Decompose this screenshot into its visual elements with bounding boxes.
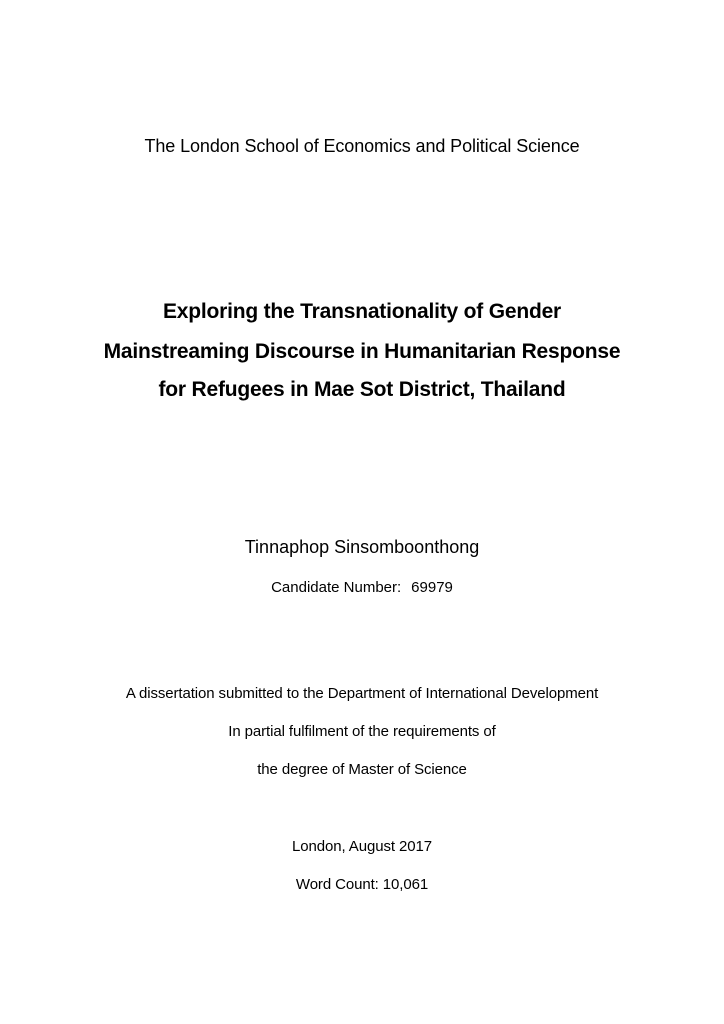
word-count: Word Count: 10,061 <box>295 876 429 893</box>
candidate-number-value: 69979 <box>411 579 453 596</box>
candidate-number-label: Candidate Number: <box>271 579 402 596</box>
dissertation-line-2: In partial fulfilment of the requirements of <box>228 723 496 740</box>
dissertation-line-3: the degree of Master of Science <box>257 761 467 778</box>
candidate-number <box>0 579 724 596</box>
dissertation-line-1: A dissertation submitted to the Department of International Development <box>125 685 599 702</box>
institution-name: The London School of Economics and Political Science <box>144 136 580 156</box>
title-line-3: for Refugees in Mae Sot District, Thailand <box>158 378 566 401</box>
author-name: Tinnaphop Sinsomboonthong <box>244 537 480 557</box>
place-date: London, August 2017 <box>292 838 432 855</box>
title-line-2: Mainstreaming Discourse in Humanitarian Response <box>103 340 621 363</box>
title-line-1: Exploring the Transnationality of Gender <box>162 300 562 323</box>
